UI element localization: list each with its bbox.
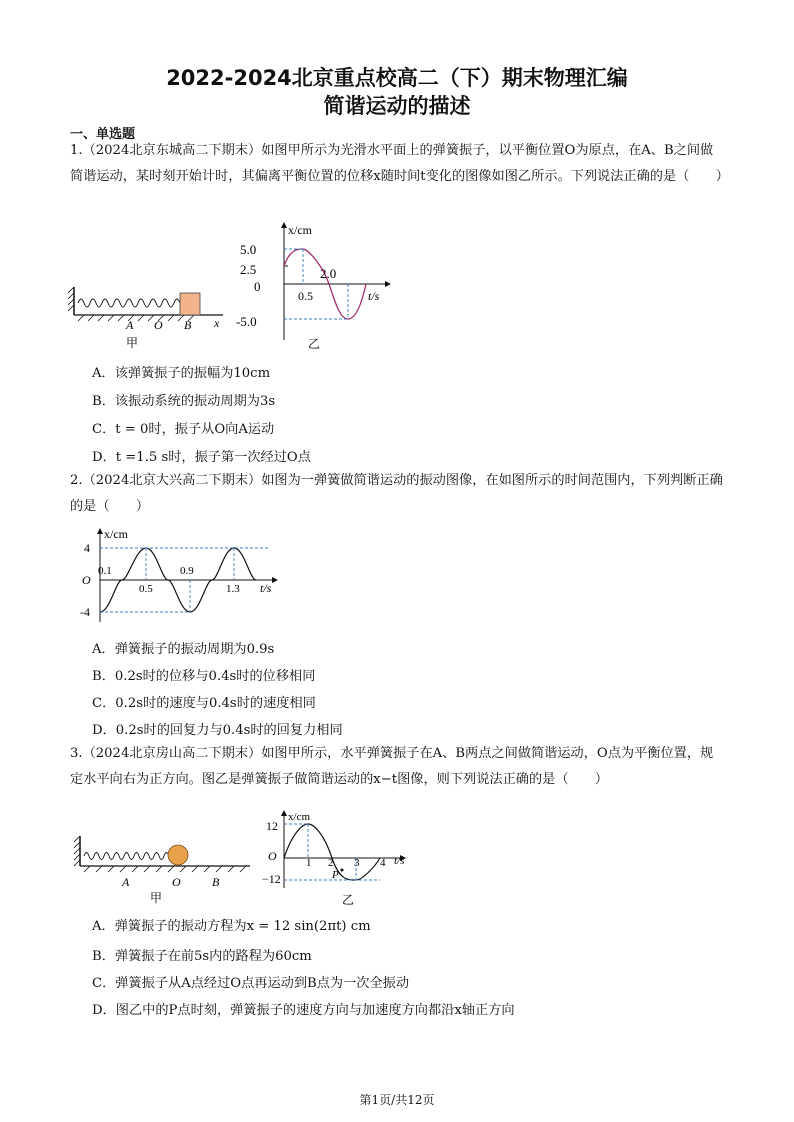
page-footer: 第1页/共12页 <box>359 1093 435 1107</box>
q1-y-top: 5.0 <box>240 242 257 257</box>
page-title: 2022-2024北京重点校高二（下）期末物理汇编 <box>166 66 628 90</box>
q1-ylabel: x/cm <box>288 223 312 237</box>
q2-t-b: 0.5 <box>139 583 153 595</box>
q2-ylabel: x/cm <box>104 527 128 541</box>
q1-option-a: A．该弹簧振子的振幅为10cm <box>92 366 271 381</box>
q2-option-d: D．0.2s时的回复力与0.4s时的回复力相同 <box>92 723 343 738</box>
q1-option-b: B．该振动系统的振动周期为3s <box>92 394 276 409</box>
q2-y-zero: O <box>82 573 91 587</box>
page-subtitle: 简谐运动的描述 <box>323 94 471 118</box>
q3-xt-graph <box>262 808 422 916</box>
q3-ylabel: x/cm <box>288 811 310 823</box>
q1-y-mid: 2.5 <box>240 262 257 277</box>
q3-label-A: A <box>122 875 130 889</box>
q1-y-bot: -5.0 <box>236 314 257 329</box>
q2-t-c: 0.9 <box>180 565 194 577</box>
q3-option-d: D．图乙中的P点时刻，弹簧振子的速度方向与加速度方向都沿x轴正方向 <box>92 1003 515 1018</box>
q2-y-top: 4 <box>84 541 90 555</box>
q1-label-x: x <box>214 316 220 330</box>
section-heading: 一、单选题 <box>70 127 136 142</box>
q3-spring-figure <box>74 834 254 910</box>
q1-label-A: A <box>126 318 134 332</box>
question-3-stem: 3.（2024北京房山高二下期末）如图甲所示，水平弹簧振子在A、B两点之间做简谐运动，O点为平衡位置，规定水平向右为正方向。图乙是弹簧振子做简谐运动的x−t图像，则下列说法正确的是（ ） <box>70 746 714 787</box>
q1-option-d: D．t =1.5 s时，振子第一次经过O点 <box>92 450 311 465</box>
q1-option-c: C．t = 0时，振子从O向A运动 <box>92 422 275 437</box>
q1-spring-figure <box>68 285 228 359</box>
q3-t4: 4 <box>380 857 386 869</box>
q3-label-B: B <box>212 875 220 889</box>
q3-y-top: 12 <box>266 819 278 833</box>
q1-xt-graph <box>228 218 398 357</box>
q3-t3: 3 <box>354 857 360 869</box>
q3-t1: 1 <box>306 857 312 869</box>
q1-xlabel: t/s <box>368 289 380 303</box>
q3-label-O: O <box>172 875 181 889</box>
q2-t-a: 0.1 <box>98 565 112 577</box>
q3-caption-left: 甲 <box>150 891 163 905</box>
q2-t-d: 1.3 <box>226 583 240 595</box>
q2-option-a: A．弹簧振子的振动周期为0.9s <box>92 642 275 657</box>
q3-option-b: B．弹簧振子在前5s内的路程为60cm <box>92 949 312 964</box>
q3-t2: 2 <box>328 857 334 869</box>
q3-point-p: P <box>332 869 339 881</box>
q1-t1: 0.5 <box>298 289 313 303</box>
question-1-stem: 1.（2024北京东城高二下期末）如图甲所示为光滑水平面上的弹簧振子，以平衡位置O为原点，在A、B之间做简谐运动，某时刻开始计时，其偏离平衡位置的位移x随时间t变化的图像如图乙所示。下列说法正确的是（ ） <box>70 143 729 184</box>
q2-y-bot: -4 <box>80 605 90 619</box>
q1-label-O: O <box>154 318 163 332</box>
q1-y-zero: 0 <box>254 279 261 294</box>
q3-xlabel: t/s <box>394 855 405 867</box>
q2-option-c: C．0.2s时的速度与0.4s时的速度相同 <box>92 696 316 711</box>
q3-y-bot: −12 <box>262 872 281 886</box>
q1-t2: 2.0 <box>320 266 337 281</box>
q2-xt-graph <box>76 526 286 630</box>
q3-option-a: A．弹簧振子的振动方程为x = 12 sin(2πt) cm <box>92 919 371 934</box>
q1-caption-left: 甲 <box>126 336 139 350</box>
q2-xlabel: t/s <box>260 581 272 595</box>
q3-caption-right: 乙 <box>342 893 355 907</box>
q3-option-c: C．弹簧振子从A点经过O点再运动到B点为一次全振动 <box>92 976 410 991</box>
q2-option-b: B．0.2s时的位移与0.4s时的位移相同 <box>92 669 316 684</box>
q3-y-zero: O <box>268 849 277 863</box>
q1-label-B: B <box>184 318 192 332</box>
q1-caption-right: 乙 <box>308 337 321 351</box>
question-2-stem: 2.（2024北京大兴高二下期末）如图为一弹簧做简谐运动的振动图像，在如图所示的时间范围内，下列判断正确的是（ ） <box>70 473 723 514</box>
